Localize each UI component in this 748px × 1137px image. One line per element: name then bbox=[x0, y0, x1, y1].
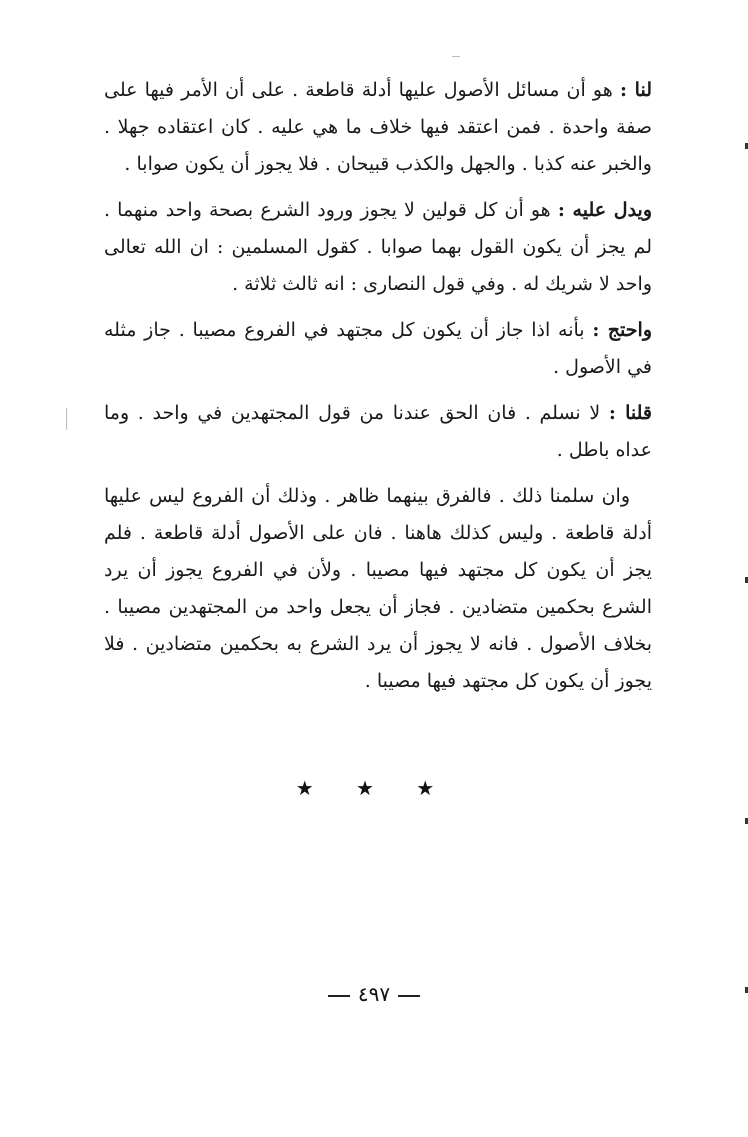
margin-mark bbox=[66, 408, 67, 430]
paragraph-text: هو أن مسائل الأصول عليها أدلة قاطعة . على أن الأمر فيها على صفة واحدة . فمن اعتقد فيها خلاف ما هي عليه . كان اعتقاده جهلا . والخبر عنه كذبا . والجهل والكذب قبيحان . فلا يجوز أن يكون صوابا . bbox=[104, 79, 652, 175]
paragraph-lead: ويدل عليه : bbox=[557, 199, 653, 221]
paragraph-5 bbox=[104, 478, 652, 700]
paragraph-text: بأنه اذا جاز أن يكون كل مجتهد في الفروع مصيبا . جاز مثله في الأصول . bbox=[104, 319, 652, 378]
paragraph-3 bbox=[104, 312, 652, 386]
page-number-dash-right bbox=[328, 995, 350, 997]
paragraph-text: لا نسلم . فان الحق عندنا من قول المجتهدين في واحد . وما عداه باطل . bbox=[104, 402, 652, 461]
paragraph-2 bbox=[104, 192, 652, 303]
top-mark bbox=[452, 56, 460, 57]
body-text bbox=[104, 72, 652, 709]
paragraph-text: وان سلمنا ذلك . فالفرق بينهما ظاهر . وذلك أن الفروع ليس عليها أدلة قاطعة . وليس كذلك هاهنا . فان على الأصول أدلة قاطعة . فلم يجز أن يكون كل مجتهد فيها مصيبا . ولأن في الفروع يجوز أن يرد الشرع بحكمين متضادين . فجاز أن يجعل واحد من المجتهدين مصيبا . بخلاف الأصول . فانه لا يجوز أن يرد الشرع به بحكمين متضادين . فلا يجوز أن يكون كل مجتهد فيها مصيبا . bbox=[104, 485, 652, 692]
section-separator: ★ ★ ★ bbox=[295, 776, 453, 800]
page-number bbox=[0, 982, 748, 1006]
paragraph-text: هو أن كل قولين لا يجوز ورود الشرع بصحة واحد منهما . لم يجز أن يكون القول بهما صوابا . كقول المسلمين : ان الله تعالى واحد لا شريك له . وفي قول النصارى : انه ثالث ثلاثة . bbox=[104, 199, 652, 295]
page-number-value: ٤٩٧ bbox=[357, 982, 391, 1006]
paragraph-lead: لنا : bbox=[619, 79, 652, 101]
paragraph-lead: واحتج : bbox=[592, 319, 652, 341]
paragraph-lead: قلنا : bbox=[608, 402, 652, 424]
paragraph-1 bbox=[104, 72, 652, 183]
page-number-dash-left bbox=[398, 995, 420, 997]
paragraph-4 bbox=[104, 395, 652, 469]
